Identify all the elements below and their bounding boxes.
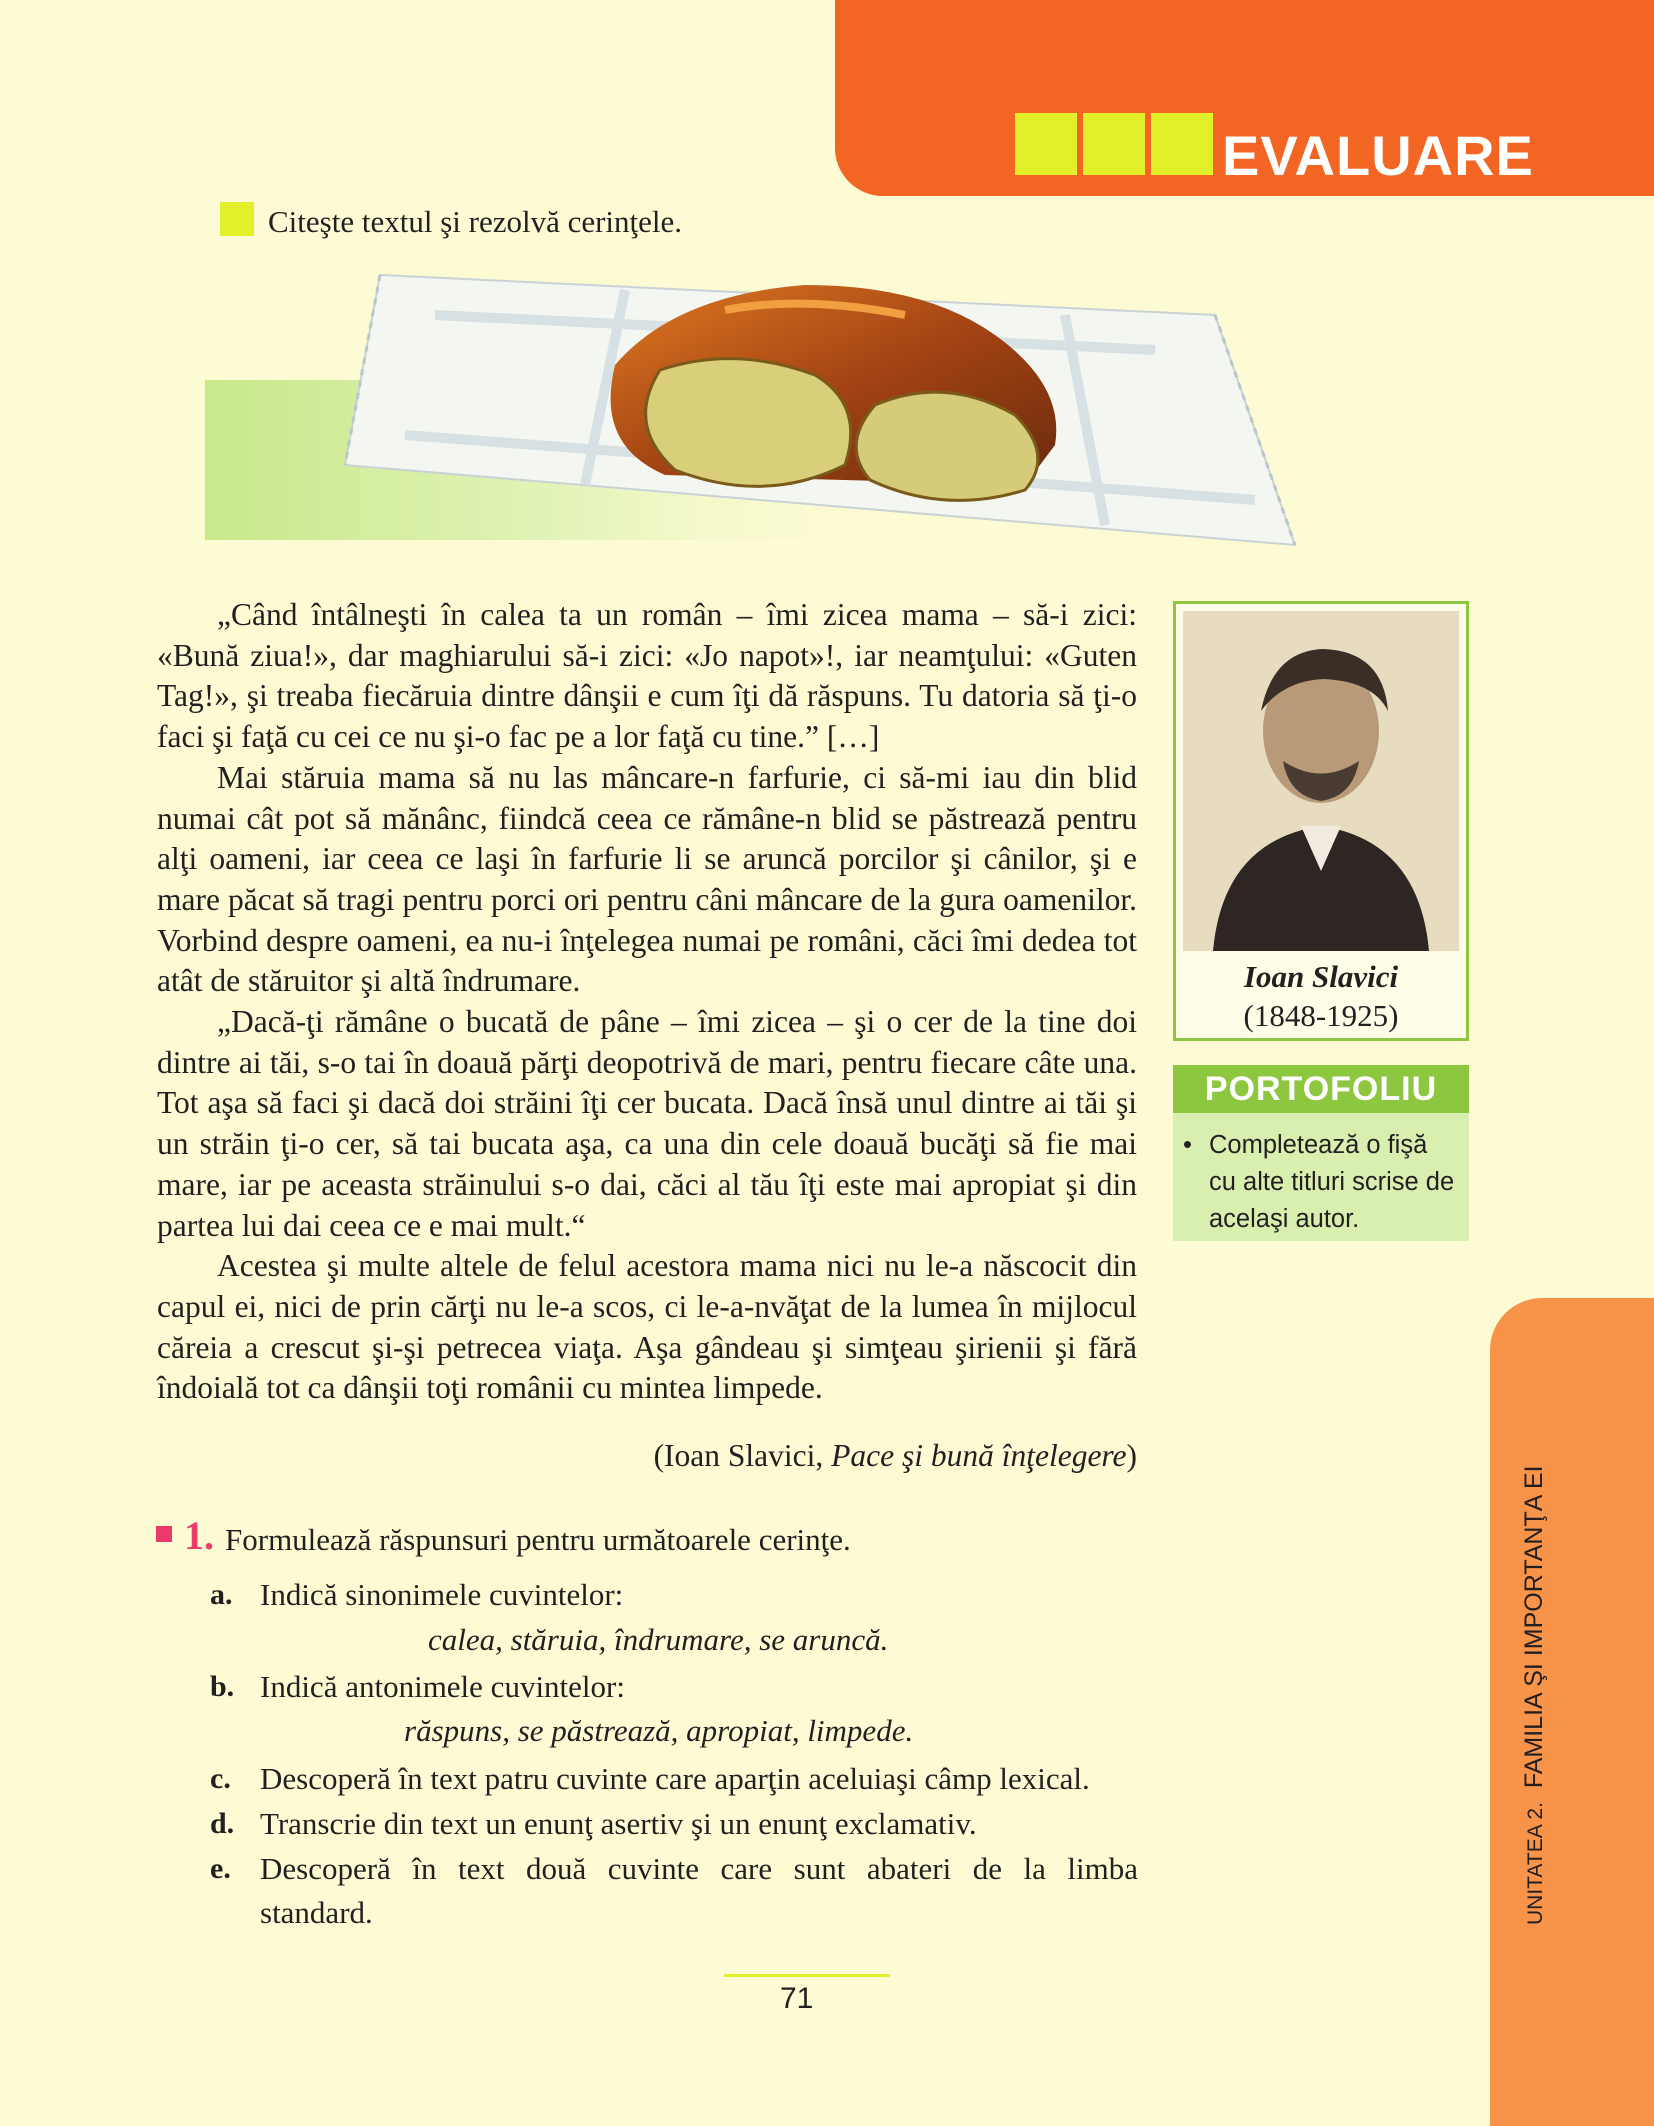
story-paragraph-3: „Dacă-ţi rămâne o bucată de pâne – îmi zicea – şi o cer de la tine doi dintre ai tăi, s-o tai în doauă părţi deopotrivă de mari, pentru fiecare câte una. Tot aşa să faci şi dacă doi străini îţi cer bucata. Dacă însă unul dintre ai tăi şi un străin ţi-o cer, să tai bucata aşa, ca una din cele doauă bucăţi să fie mai mare, iar pe aceasta străinului s-o dai, căci al tău îţi este mai apropiat şi din partea lui dai ceea ce e mai mult.“	[157, 1004, 1137, 1243]
page-number: 71	[780, 1982, 814, 2015]
story-paragraph-1: „Când întâlneşti în calea ta un român – îmi zicea mama – să-i zici: «Bună ziua!», dar maghiarului să-i zici: «Jo napot»!, iar neamţului: «Guten Tag!», şi treaba fiecăruia dintre dânşii e cum îţi dă răspuns. Tu datoria să ţi-o faci şi faţă cu cei ce nu şi-o fac pe a lor faţă cu tine.” […]	[157, 597, 1137, 755]
story-paragraph-4: Acestea şi multe altele de felul acestora mama nici nu le-a născocit din capul ei, nici de prin cărţi nu le-a scos, ci le-a-nvăţat de la lumea în mijlocul căreia a crescut şi-şi petrecea viaţa. Aşa gândeau şi simţeau şirienii şi fără îndoială tot ca dânşii toţi românii cu mintea limpede.	[157, 1248, 1137, 1406]
unit-number: UNITATEA 2.	[1524, 1802, 1547, 1925]
unit-side-label	[1520, 1465, 1549, 1925]
instruction-bullet	[220, 202, 254, 236]
portofoliu-bullet: •	[1183, 1131, 1192, 1159]
story-text	[157, 595, 1137, 1409]
exercise-prompt: Formulează răspunsuri pentru următoarele cerinţe.	[225, 1522, 851, 1557]
author-portrait-box	[1173, 601, 1469, 1041]
item-d-letter: d.	[210, 1807, 235, 1840]
exercise-number: 1.	[184, 1513, 214, 1558]
item-c-text: Descoperă în text patru cuvinte care aparţin aceluiaşi câmp lexical.	[260, 1761, 1090, 1796]
item-c-letter: c.	[210, 1762, 231, 1795]
unit-title: FAMILIA ŞI IMPORTANŢA EI	[1520, 1465, 1548, 1789]
item-b-text: Indică antonimele cuvintelor:	[260, 1669, 625, 1704]
header-square-1	[1015, 113, 1077, 175]
portofoliu-title: PORTOFOLIU	[1173, 1065, 1469, 1113]
author-name: Ioan Slavici	[1243, 959, 1399, 994]
exercise-marker	[156, 1526, 172, 1542]
unit-side-tab	[1490, 1298, 1654, 2126]
item-a-text: Indică sinonimele cuvintelor:	[260, 1577, 624, 1612]
source-prefix: (Ioan Slavici,	[653, 1438, 832, 1473]
footer-line	[724, 1974, 890, 1977]
story-paragraph-2: Mai stăruia mama să nu las mâncare-n farfurie, ci să-mi iau din blid numai cât pot să mănânc, fiindcă ceea ce rămâne-n blid se păstrează pentru alţi oameni, iar ceea ce laşi în farfurie li se aruncă porcilor şi cânilor, şi e mare păcat să tragi pentru porci ori pentru câni mâncare de la gura oamenilor. Vorbind despre oameni, ea nu-i înţelegea numai pe români, căci îmi dedea tot atât de stăruitor şi altă îndrumare.	[157, 759, 1137, 999]
bread-on-towel-illustration	[205, 255, 1375, 570]
item-e-text-line1: Descoperă în text două cuvinte care sunt abateri de la limba	[260, 1851, 1138, 1886]
source-title: Pace şi bună înţelegere	[831, 1438, 1127, 1473]
item-b-letter: b.	[210, 1670, 235, 1703]
item-a-words: calea, stăruia, îndrumare, se aruncă.	[428, 1622, 889, 1657]
author-portrait-image	[1183, 611, 1459, 951]
header-square-2	[1083, 113, 1145, 175]
source-suffix: )	[1126, 1438, 1137, 1473]
item-a-letter: a.	[210, 1578, 233, 1611]
item-b-words: răspuns, se păstrează, apropiat, limpede.	[404, 1713, 914, 1748]
author-dates: (1848-1925)	[1243, 998, 1399, 1033]
portofoliu-box	[1173, 1113, 1469, 1241]
portofoliu-item: Completează o fişă cu alte titluri scrise de acelaşi autor.	[1209, 1131, 1455, 1233]
text-source	[157, 1438, 1137, 1474]
item-e-letter: e.	[210, 1852, 231, 1885]
header-square-3	[1151, 113, 1213, 175]
instruction-text: Citeşte textul şi rezolvă cerinţele.	[268, 204, 683, 239]
item-d-text: Transcrie din text un enunţ asertiv şi un enunţ exclamativ.	[260, 1806, 977, 1841]
header-title: EVALUARE	[1222, 124, 1534, 187]
item-e-text-line2: standard.	[260, 1895, 373, 1930]
